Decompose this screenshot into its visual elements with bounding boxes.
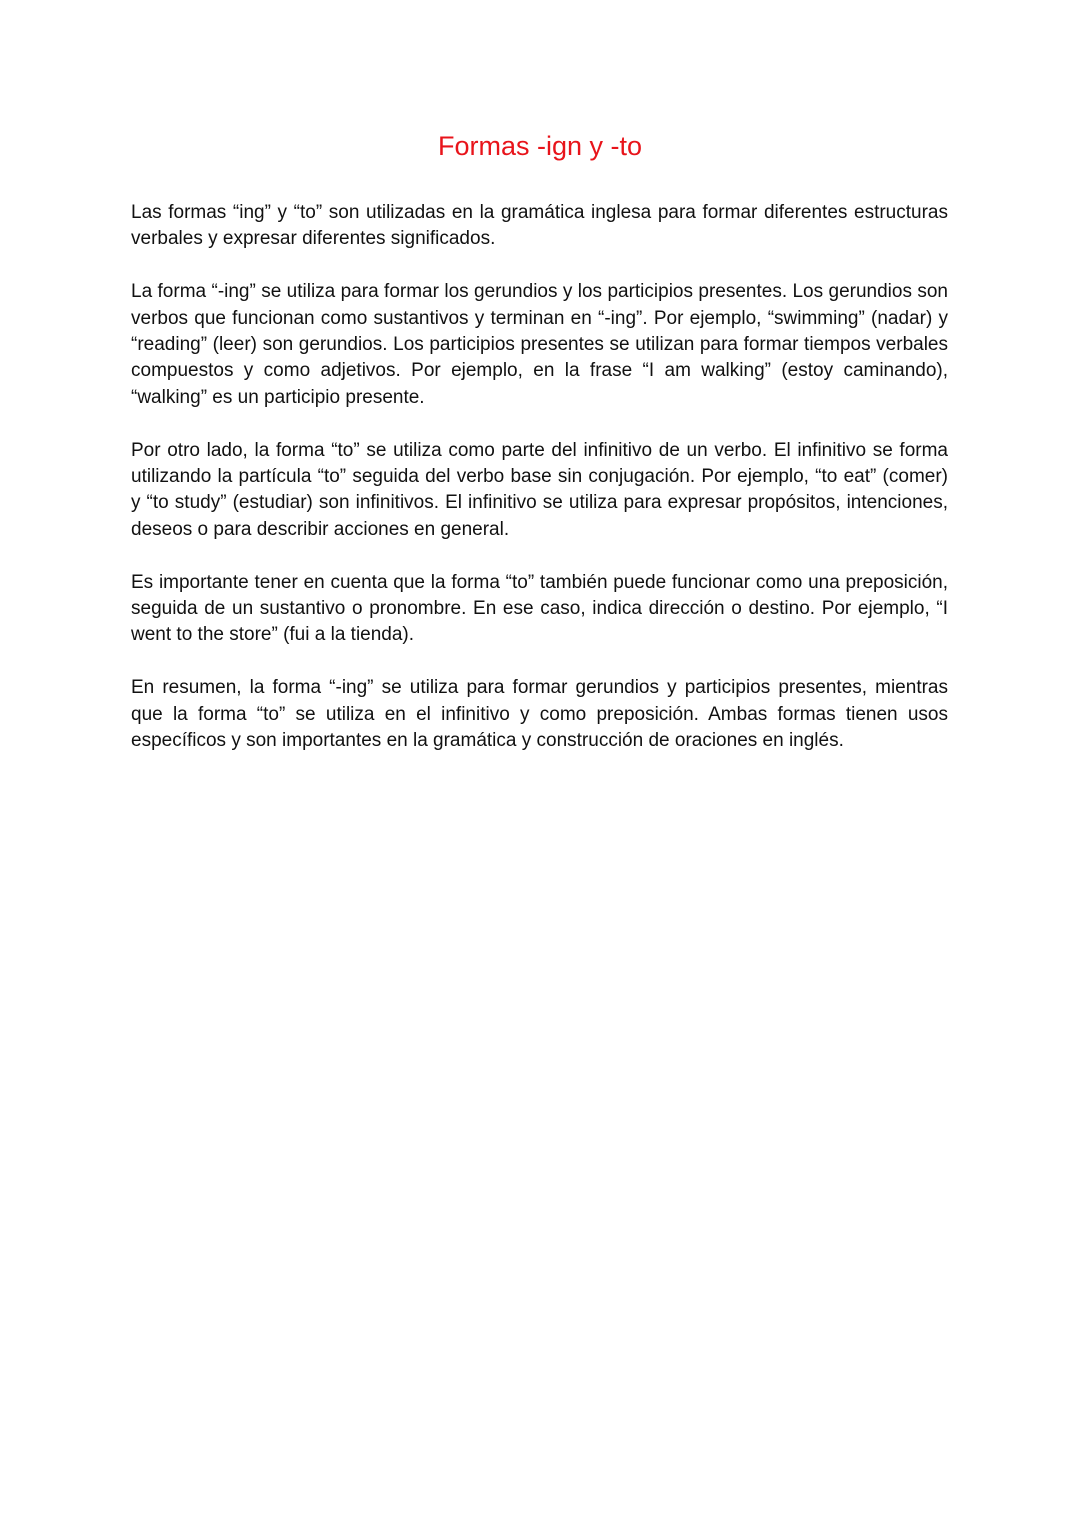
paragraph-summary: En resumen, la forma “-ing” se utiliza para formar gerundios y participios presentes, mientras que la forma “to” se utiliza en el infinitivo y como preposición. Ambas formas tienen usos específicos y son importantes en la gramática y construcción de oraciones en inglés. [131, 677, 948, 752]
document-body [131, 200, 948, 781]
paragraph-to-preposition: Es importante tener en cuenta que la forma “to” también puede funcionar como una preposición, seguida de un sustantivo o pronombre. En ese caso, indica dirección o destino. Por ejemplo, “I went to the store” (fui a la tienda). [131, 571, 948, 646]
paragraph-intro: Las formas “ing” y “to” son utilizadas en la gramática inglesa para formar diferentes estructuras verbales y expresar diferentes significados. [131, 202, 948, 250]
paragraph-to-form: Por otro lado, la forma “to” se utiliza como parte del infinitivo de un verbo. El infinitivo se forma utilizando la partícula “to” seguida del verbo base sin conjugación. Por ejemplo, “to eat” (comer) y “to study” (estudiar) son infinitivos. El infinitivo se utiliza para expresar propósitos, intenciones, deseos o para describir acciones en general. [131, 439, 948, 540]
paragraph-ing-form: La forma “-ing” se utiliza para formar los gerundios y los participios presentes. Los gerundios son verbos que funcionan como sustantivos y terminan en “-ing”. Por ejemplo, “swimming” (nadar) y “reading” (leer) son gerundios. Los participios presentes se utilizan para formar tiempos verbales compuestos y como adjetivos. Por ejemplo, en la frase “I am walking” (estoy caminando), “walking” es un participio presente. [131, 281, 948, 408]
page-title: Formas -ign y -to [437, 131, 643, 161]
